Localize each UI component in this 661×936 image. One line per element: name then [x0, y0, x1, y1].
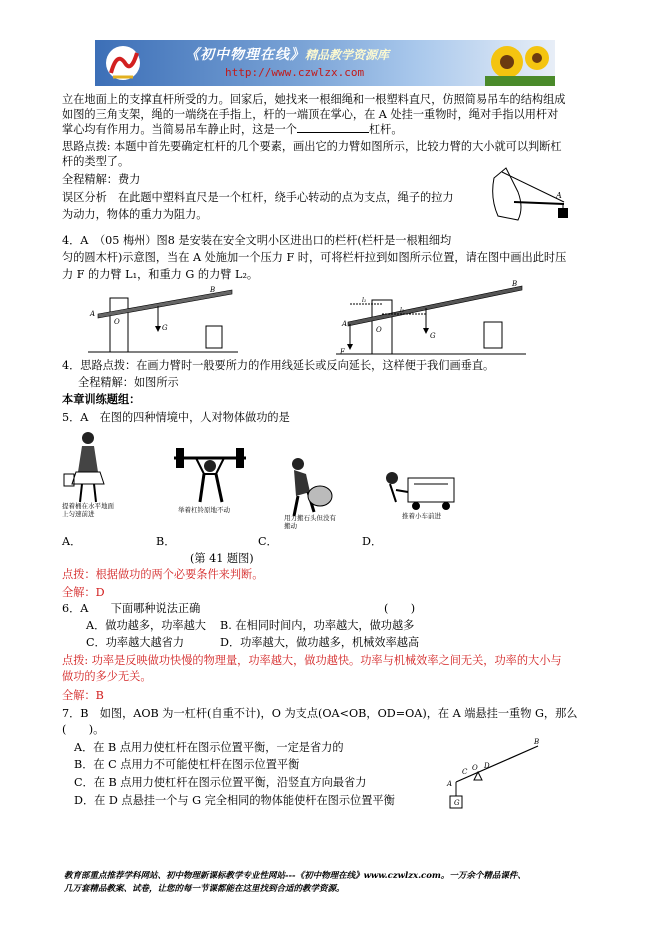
- label-b: B: [534, 738, 540, 746]
- answer-blank: [297, 122, 369, 133]
- answer-text: 全解：B: [62, 689, 104, 702]
- hand-crane-figure: [484, 158, 580, 228]
- text-line: ( )。: [62, 723, 105, 736]
- text-line: 误区分析 在此题中塑料直尺是一个杠杆，绕手心转动的点为支点，绳子的拉力: [62, 191, 454, 204]
- header-banner: [95, 40, 555, 86]
- text-line: 4．A （05 梅州）图8 是安装在安全文明小区进出口的栏杆(栏杆是一根粗细均: [62, 234, 452, 247]
- cart-push-figure: [382, 468, 458, 530]
- banner-url[interactable]: http://www.czwlzx.com: [225, 66, 365, 79]
- text-line: 全程精解：费力: [62, 173, 141, 186]
- text-segment: 杠杆。: [368, 123, 403, 136]
- label-a: A: [90, 310, 96, 318]
- label-d: D: [484, 762, 490, 770]
- label-o: O: [376, 326, 382, 334]
- text-line: 力 F 的力臂 L₁，和重力 G 的力臂 L₂。: [62, 268, 259, 281]
- label-c: C: [462, 768, 468, 776]
- text-line: 全程精解：如图所示: [78, 376, 179, 389]
- barrier-lever-figure: [88, 284, 238, 354]
- stone-push-figure: [280, 456, 336, 532]
- text-line: 为动力，物体的重力为阻力。: [62, 208, 208, 221]
- figure-caption: 举着杠铃原地不动: [178, 506, 230, 514]
- sunflower-icon: [485, 40, 555, 86]
- text-line: 如图的三角支架，绳的一端绕在手指上，杆的一端顶在掌心，在 A 处挂一重物时，绳对手指以用杆对: [62, 108, 559, 121]
- text-line: 5．A 在图的四种情境中，人对物体做功的是: [62, 411, 290, 424]
- option-b: B. 在相同时间内，功率越大，做功越多: [220, 619, 415, 632]
- option-d: D．在 D 点悬挂一个与 G 完全相同的物体能使杆在图示位置平衡: [74, 794, 395, 807]
- label-g: G: [162, 324, 168, 332]
- option-c: C．在 B 点用力使杠杆在图示位置平衡，沿竖直方向最省力: [74, 776, 367, 789]
- text-line: 6．A 下面哪种说法正确: [62, 602, 201, 615]
- option-a: A．在 B 点用力使杠杆在图示位置平衡，一定是省力的: [74, 741, 344, 754]
- text-line: 匀的圆木杆)示意图，当在 A 处施加一个压力 F 时，可将栏杆拉到如图所示位置，请在图中画出此时压: [62, 251, 567, 264]
- label-o: O: [114, 318, 120, 326]
- footer-line: 几万套精品教案、试卷，让您的每一节课都能在这里找到合适的教学资源。: [64, 884, 345, 894]
- text-line: 4．思路点拨：在画力臂时一般要所力的作用线延长或反向延长，这样便于我们画垂直。: [62, 359, 495, 372]
- label-g: G: [430, 332, 436, 340]
- bucket-carry-figure: [62, 428, 114, 520]
- label-a: A: [447, 780, 453, 788]
- option-b: B．在 C 点用力不可能使杠杆在图示位置平衡: [74, 758, 300, 771]
- site-logo-icon: [103, 43, 143, 83]
- option-a: A．做功越多，功率越大: [86, 619, 206, 632]
- label-b: B: [210, 286, 216, 294]
- label-g: G: [454, 799, 460, 807]
- answer-paren: ( ): [384, 602, 416, 615]
- figure-caption: 提着桶在水平地面上匀速前进: [62, 502, 114, 518]
- hint-text: 点拨：根据做功的两个必要条件来判断。: [62, 568, 264, 581]
- label-l1: l₁: [362, 297, 367, 304]
- option-d: D．功率越大，做功越多，机械效率越高: [220, 636, 420, 649]
- hint-text: 做功的多少无关。: [62, 670, 152, 683]
- text-line: 7．B 如图，AOB 为一杠杆(自重不计)，O 为支点(OA<OB，OD=OA)，在 A 端悬挂一重物 G，那么: [62, 707, 578, 720]
- text-line: 立在地面上的支撑直杆所受的力。回家后，她找来一根细绳和一根塑料直尺，仿照简易吊车的结构组成: [62, 93, 566, 106]
- barbell-figure: [170, 444, 250, 522]
- figure-caption: 推着小车前进: [402, 512, 441, 520]
- option-c: C．: [258, 535, 278, 548]
- text-line: [62, 122, 403, 137]
- label-b: B: [512, 280, 518, 288]
- text-line: 思路点拨: 本题中首先要确定杠杆的几个要素，画出它的力臂如图所示，比较力臂的大小就可以判断杠: [62, 140, 562, 153]
- page-footer: [64, 870, 604, 896]
- label-o: O: [472, 764, 478, 772]
- figure-caption: 用力搬石头但没有搬动: [284, 514, 336, 530]
- banner-subtitle: 精品教学资源库: [305, 48, 390, 62]
- lever-aob-figure: [444, 736, 544, 812]
- label-a: A: [556, 191, 562, 200]
- option-c: C．功率越大越省力: [86, 636, 185, 649]
- option-d: D．: [362, 535, 383, 548]
- answer-text: 全解：D: [62, 586, 105, 599]
- label-l2: l₂: [400, 307, 405, 314]
- barrier-lever-answer-figure: [336, 280, 526, 356]
- text-line: 杆的类型了。: [62, 155, 130, 168]
- section-title: 本章训练题组：: [62, 392, 141, 406]
- hint-text: 点拨: 功率是反映做功快慢的物理量，功率越大，做功越快。功率与机械效率之间无关，功率的大小与: [62, 654, 562, 667]
- option-b: B．: [156, 535, 176, 548]
- banner-title: 《初中物理在线》: [185, 47, 305, 63]
- figure-number: (第 41 题图): [190, 552, 254, 565]
- option-a: A．: [62, 535, 82, 548]
- label-a: A: [342, 320, 348, 328]
- footer-line: 教育部重点推荐学科网站、初中物理新课标教学专业性网站---《初中物理在线》www.czwlzx.com。一万余个精品课件、: [64, 871, 526, 881]
- text-segment: 掌心均有作用力。当简易吊车静止时，这是一个: [62, 123, 297, 136]
- label-f: F: [340, 348, 345, 356]
